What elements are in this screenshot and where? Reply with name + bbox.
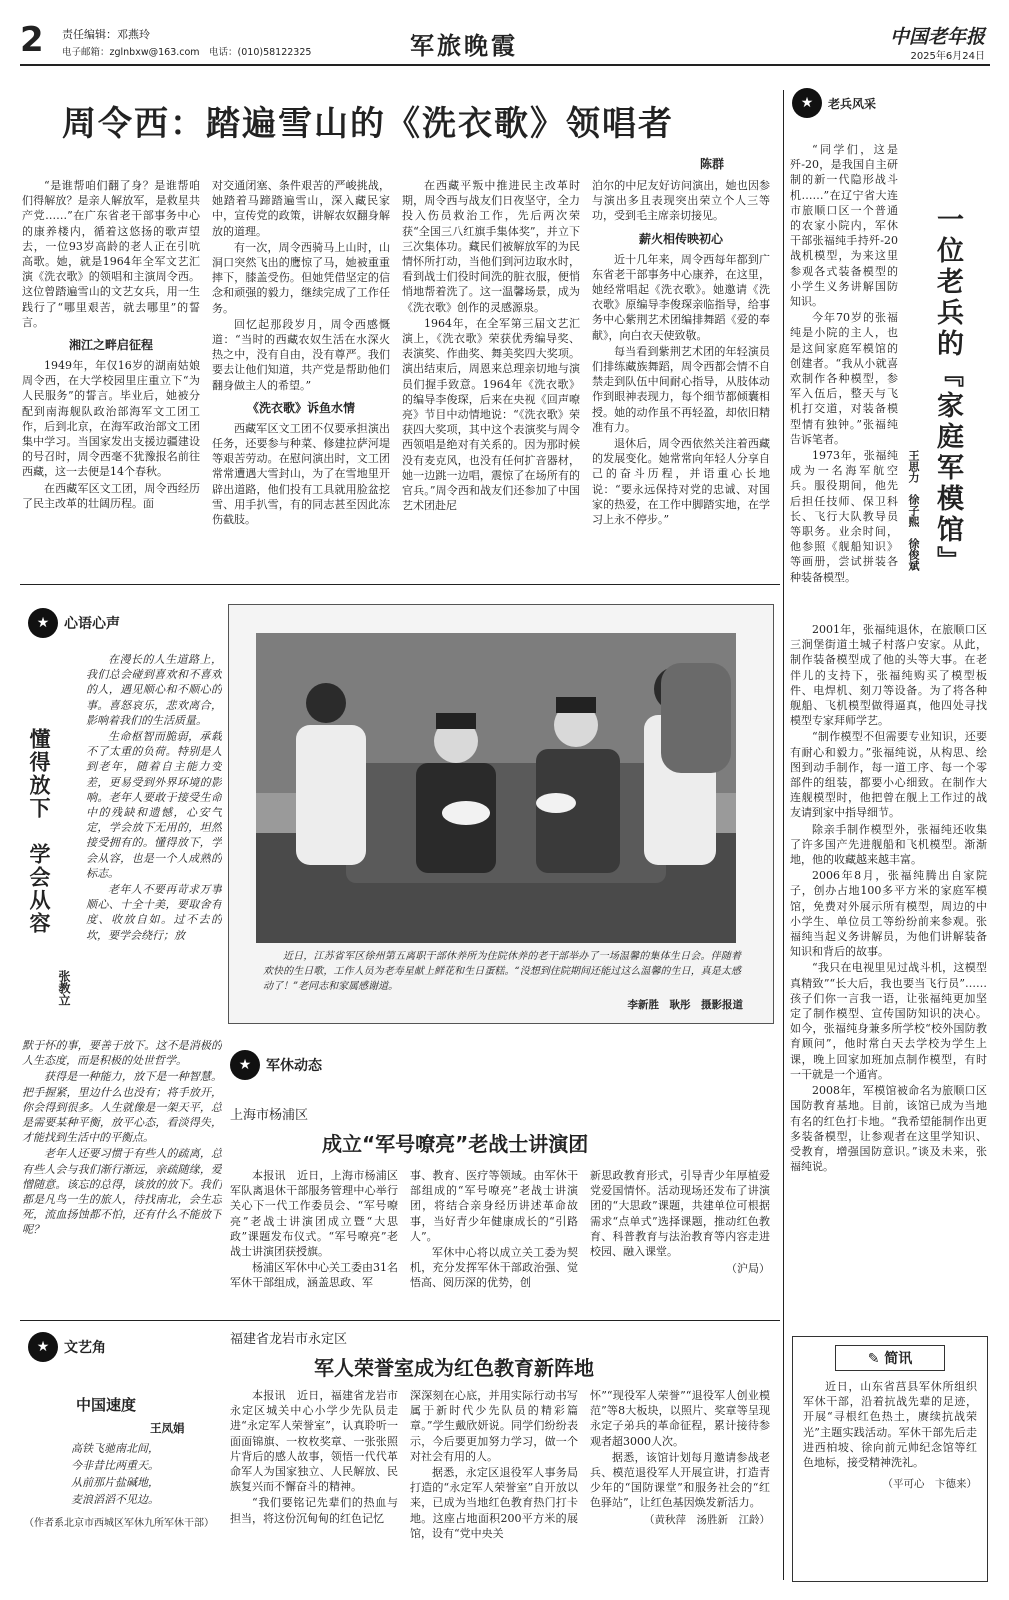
right-column-divider [783, 90, 784, 1580]
subheading: 湘江之畔启征程 [68, 338, 153, 353]
news1-headline: 成立“军号嘹亮”老战士讲演团 [322, 1132, 589, 1156]
poem-author: 王凤娟 [150, 1421, 185, 1435]
paragraph: 2001年，张福纯退休，在旅顺口区三涧堡街道土城子村落户安家。从此，制作装备模型成了他的头等大事。在老伴儿的支持下，张福纯购买了模型板件、电焊机、刻刀等设备。为了将各种舰船、飞机模型做得逼真，他四处寻找模型专家拜师学艺。 [790, 623, 987, 728]
photo-credit: 李新胜 耿彤 摄影报道 [627, 999, 743, 1011]
news2-kicker: 福建省龙岩市永定区 [230, 1332, 348, 1347]
contact-line: 电子邮箱：zglnbxw@163.com 电话：(010)58122325 [62, 47, 312, 58]
photo-caption: 近日，江苏省军区徐州第五离职干部休养所为住院休养的老干部举办了一场温馨的集体生日会。伴随着欢快的生日歌，工作人员为老寿星献上鲜花和生日蛋糕。“没想到住院期间还能过这么温馨的生日，真是太感动了！”老同志和家属感谢道。 [263, 951, 741, 992]
paragraph: 泊尔的中尼友好访问演出，她也因参与演出多且表现突出荣立个人三等功，受到毛主席亲切接见。 [592, 179, 770, 223]
veteran-text-wide [790, 622, 987, 1334]
paragraph: 有一次，周令西骑马上山时，山洞口突然飞出的鹰惊了马，她被重重摔下，膝盖受伤。但她凭借坚定的信念和顽强的毅力，继续完成了工作任务。 [212, 240, 390, 315]
paragraph: “我们要铭记先辈们的热血与担当，将这份沉甸甸的红色记忆 [230, 1496, 398, 1525]
veteran-article-title: 一位老兵的『家庭军模馆』 [932, 205, 963, 577]
news2-credit: （黄秋萍 汤胜新 江龄） [644, 1513, 770, 1526]
subheading: 薪火相传映初心 [638, 231, 723, 246]
paragraph: 怀”“现役军人荣誉”“退役军人创业模范”等8大板块，以照片、奖章等呈现永定子弟兵的革命征程，累计接待参观者超3000人次。 [590, 1389, 770, 1448]
heart-author: 张教立 [57, 970, 71, 1006]
paragraph: 据悉，永定区退役军人事务局打造的“永定军人荣誉室”自开放以来，已成为当地红色教育热门打卡地。这座占地面积200平方米的展馆，设有“党中央关 [410, 1466, 578, 1540]
poem-line: 麦浪滔滔不见边。 [71, 1493, 159, 1506]
paragraph: 事、教育、医疗等领域。由军休干部组成的“军号嘹亮”老战士讲演团，将结合亲身经历讲述革命故事，当好青少年健康成长的“引路人”。 [410, 1169, 578, 1243]
section-label-veteran [792, 88, 876, 118]
lead-column-3 [402, 178, 580, 574]
news1-column-1 [230, 1168, 398, 1308]
paragraph: 默于怀的事，要善于放下。这不是消极的人生态度，而是积极的处世哲学。 [22, 1039, 222, 1068]
veteran-article-authors: 王思力 徐子熙 徐俊斌 [907, 450, 920, 571]
page-number: 2 [20, 20, 44, 60]
paragraph: 杨浦区军休中心关工委由31名军休干部组成，涵盖思政、军 [230, 1261, 398, 1290]
lead-column-2 [212, 178, 390, 574]
masthead-logo: 中国老年报 [889, 26, 985, 48]
paragraph: 除亲手制作模型外，张福纯还收集了许多国产先进舰船和飞机模型。渐渐地，他的收藏越来越丰富。 [790, 822, 987, 867]
heart-text-bottom [22, 1038, 222, 1314]
photo-frame [228, 604, 774, 1024]
news1-column-3 [590, 1168, 770, 1308]
paragraph: 生命枢智而脆弱，承载不了太重的负荷。特别是人到老年，随着自主能力变差，更易受到外界环境的影响。老年人要敢于接受生命中的残缺和遗憾，心安气定，学会放下无用的，坦然接受拥有的。懂得放下，学会从容，也是一个人成熟的标志。 [86, 730, 222, 880]
header-rule [20, 64, 990, 66]
lead-bottom-rule [20, 584, 780, 585]
paragraph: 军休中心将以成立关工委为契机，充分发挥军休干部政治强、觉悟高、阅历深的优势，创 [410, 1246, 578, 1290]
paragraph: 1964年，在全军第三届文艺汇演上，《洗衣歌》荣获优秀编导奖、表演奖、作曲奖、舞美奖四大奖项。演出结束后，周恩来总理亲切地与演员们握手致意。1964年《洗衣歌》的编导李俊琛，后来在央视《回声嘹亮》节目中动情地说：“《洗衣歌》荣获四大奖项，其中这个表演奖与周令西领唱是绝对有关系的。因为那时候没有麦克风，也没有任何扩音器材，她一边跳一边唱，震惊了在场所有的官兵。”周令西和战友们还参加了中国艺术团赴尼 [402, 316, 580, 513]
paragraph: 据悉，该馆计划每月邀请参战老兵、模范退役军人开展宣讲，打造青少年的“国防课堂”和服务社会的“红色驿站”，让红色基因焕发新活力。 [590, 1450, 770, 1510]
news1-kicker: 上海市杨浦区 [230, 1108, 309, 1123]
soldier-icon: ★ [28, 1332, 58, 1362]
paragraph: 深深刻在心底，并用实际行动书写属于新时代少先队员的精彩篇章。”学生戴欣妍说。同学们纷纷表示，今后要更加努力学习，做一个对社会有用的人。 [410, 1389, 578, 1463]
editor-line: 责任编辑：邓燕玲 [62, 28, 150, 41]
paragraph: 1973年，张福纯成为一名海军航空兵。服役期间，他先后担任技师、保卫科长、飞行大队教导员等职务。业余时间，他参照《舰船知识》等画册，尝试拼装各种装备模型。 [790, 449, 898, 584]
news2-column-2 [410, 1388, 578, 1588]
section-label-news [230, 1050, 322, 1080]
section-label-heart [28, 608, 120, 638]
section-label-art [28, 1332, 106, 1362]
news1-credit: （沪局） [726, 1262, 770, 1276]
veteran-text-narrow [790, 142, 898, 620]
paragraph: 2008年，军模馆被命名为旅顺口区国防教育基地。目前，该馆已成为当地有名的红色打卡地。“我希望能制作出更多装备模型，让参观者在这里学知识、受教育，增强国防意识。”谈及未来，张福纯说。 [790, 1084, 987, 1174]
lead-column-1 [22, 178, 200, 574]
left-divider [20, 1320, 780, 1321]
news2-column-1 [230, 1388, 398, 1588]
section-label-text: 心语心声 [64, 616, 120, 632]
lead-headline: 周令西：踏遍雪山的《洗衣歌》领唱者 [62, 104, 674, 144]
paragraph: 新思政教育形式，引导青少年厚植爱党爱国情怀。活动现场还发布了讲演团的“大思政”课题，共建单位可根据需求“点单式”选择课题，推动红色教育、科普教育与法治教育等内容走进校园、融入课堂。 [590, 1169, 770, 1259]
paragraph: 老年人不要再苛求万事顺心、十全十美，要取舍有度、收放自如。过不去的坎，要学会绕行；放 [86, 883, 222, 942]
poem-body [40, 1440, 190, 1508]
birthday-party-photo [256, 633, 736, 943]
paragraph: 老年人还要习惯于有些人的疏离，总有些人会与我们渐行渐远，亲疏随缘，爱憎随意。该忘的总得，该放的放下。我们都是凡鸟一生的旅人，待找南北，会生忘死，流血扬蚀都不怕，还有什么不能放下呢？ [22, 1147, 222, 1237]
paragraph: “同学们，这是歼-20，是我国自主研制的新一代隐形战斗机……”在辽宁省大连市旅顺口区一个普通的农家小院内，军休干部张福纯手持歼-20战机模型，为来这里参观各式装备模型的小学生义务讲解国防知识。 [790, 143, 898, 309]
poem-line: 高铁飞驰南北间， [71, 1442, 159, 1455]
heart-text-top [86, 652, 222, 1040]
paragraph: 对交通闭塞、条件艰苦的严峻挑战，她踏着马蹄踏遍雪山，深入藏民家中，宣传党的政策，讲解农奴翻身解放的道理。 [212, 179, 390, 238]
poem-note: （作者系北京市西城区军休九所军休干部） [24, 1518, 214, 1529]
paragraph: 在西藏军区文工团，周令西经历了民主改革的壮阔历程。面 [22, 481, 200, 510]
brief-author: （平可心 卞德来） [882, 1478, 977, 1491]
lead-column-4 [592, 178, 770, 574]
paragraph: 回忆起那段岁月，周令西感慨道：“当时的西藏农奴生活在水深火热之中，没有自由，没有尊严。我们要去让他们知道，共产党是帮助他们翻身做主人的希望。” [212, 317, 390, 392]
heart-title: 懂得放下 学会从容 [27, 728, 51, 935]
poem-line: 从前那片盐碱地， [71, 1476, 159, 1489]
soldier-icon: ★ [792, 88, 822, 118]
paragraph: “我只在电视里见过战斗机，这模型真精致”“长大后，我也要当飞行员”……孩子们你一言我一语，让张福纯更加坚定了制作模型、宣传国防知识的决心。如今，张福纯身兼多所学校“校外国防教育顾问”，他时常白天去学校为学生上课，晚上回家加班加点制作模型，有时一干就是一个通宵。 [790, 961, 987, 1081]
paragraph: 近十几年来，周令西每年都到广东省老干部事务中心康养，在这里，她经常唱起《洗衣歌》。她邀请《洗衣歌》原编导李俊琛亲临指导，给事务中心紫荆艺术团编排舞蹈《爱的奉献》，向白衣天使致敬。 [592, 252, 770, 342]
brief-title [835, 1345, 945, 1371]
paragraph: 西藏军区文工团不仅要承担演出任务，还要参与种菜、修建拉萨河堤等艰苦劳动。在慰问演出时，文工团常常遭遇大雪封山，为了在雪地里开辟出道路，他们投有工具就用脸盆挖雪、用手扒雪，有的同志甚至因此冻伤截肢。 [212, 421, 390, 527]
scroll-icon: ✎ [867, 1351, 885, 1367]
poem-line: 今非昔比两重天。 [71, 1459, 159, 1472]
paragraph: 本报讯 近日，福建省龙岩市永定区城关中心小学少先队员走进“永定军人荣誉室”，认真聆听一面面锦旗、一枚枚奖章、一张张照片背后的感人故事，领悟一代代革命军人为国家独立、人民解放、民族复兴而不懈奋斗的精神。 [230, 1389, 398, 1494]
news2-headline: 军人荣誉室成为红色教育新阵地 [314, 1356, 594, 1380]
section-title: 军旅晚霞 [410, 32, 518, 60]
issue-date: 2025年6月24日 [910, 51, 985, 62]
lead-author: 陈群 [700, 157, 725, 171]
paragraph: “是谁帮咱们翻了身？是谁帮咱们得解放？是亲人解放军，是救星共产党……”在广东省老干部事务中心的康养楼内，循着这悠扬的歌声望去，一位93岁高龄的老人正在引吭高歌。她，就是1964年全军文艺汇演《洗衣歌》的领唱和主演周令西。这位曾踏遍雪山的文艺女兵，用一生践行了“哪里艰苦，就去哪里”的誓言。 [22, 179, 200, 329]
paragraph: 退休后，周令西依然关注着西藏的发展变化。她常常向年轻人分享自己的奋斗历程，并语重心长地说：“要永远保持对党的忠诚、对国家的热爱，在工作中脚踏实地，在学习上永不停步。” [592, 437, 770, 527]
paragraph: 今年70岁的张福纯是小院的主人，也是这间家庭军模馆的创建者。“我从小就喜欢制作各种模型，参军入伍后，整天与飞机打交道，对装备模型情有独钟。”张福纯告诉笔者。 [790, 311, 898, 446]
paragraph: 1949年，年仅16岁的湖南姑娘周令西，在大学校园里庄重立下“为人民服务”的誓言。毕业后，她被分配到南海舰队政治部海军文工团工作，后到北京，在海军政治部文工团集中学习。当国家发出支援边疆建设的号召时，周令西毫不犹豫报名前往西藏，这一去便是14个春秋。 [22, 359, 200, 479]
section-label-text: 老兵风采 [828, 96, 877, 111]
section-label-text: 军休动态 [266, 1058, 322, 1074]
soldier-icon: ★ [28, 608, 58, 638]
news1-column-2 [410, 1168, 578, 1308]
paragraph: 2006年8月，张福纯腾出自家院子，创办占地100多平方米的家庭军模馆，免费对外展示所有模型，周边的中小学生、单位员工等纷纷前来参观。张福纯当起义务讲解员，为他们讲解装备知识和背后的故事。 [790, 869, 987, 959]
brief-title-text: 简讯 [884, 1351, 913, 1367]
soldier-icon: ★ [230, 1050, 260, 1080]
paragraph: 在西藏平叛中推进民主改革时期，周令西与战友们日夜坚守，全力投入伤员救治工作，先后两次荣获“全国三八红旗手集体奖”，并立下三次集体功。藏民们被解放军的为民情怀所打动，当他们到河边取水时，看到战士们役时间洗的脏衣服，便悄悄地帮着洗了。这一温馨场景，成为《洗衣歌》创作的灵感源泉。 [402, 179, 580, 314]
paragraph: “制作模型不但需要专业知识，还要有耐心和毅力。”张福纯说，从构思、绘图到动手制作，每一道工序、每一个零部件的组装，都要小心细致。在制作大连舰模型时，他把曾在舰上工作过的战友请到家中指导细节。 [790, 730, 987, 820]
news2-column-3 [590, 1388, 770, 1588]
subheading: 《洗衣歌》诉鱼水情 [246, 400, 355, 415]
paragraph: 每当看到紫荆艺术团的年轻演员们排练藏族舞蹈，周令西都会情不自禁走到队伍中间耐心指导，从肢体动作到眼神表现力，每个细节都倾囊相授。她的动作虽不再轻盈，却依旧精准有力。 [592, 344, 770, 434]
brief-box [792, 1336, 988, 1582]
paragraph: 在漫长的人生道路上，我们总会碰到喜欢和不喜欢的人，遇见顺心和不顺心的事。喜怒哀乐，悲欢离合，影响着我们的生活质量。 [86, 653, 222, 727]
brief-text: 近日，山东省莒县军休所组织军休干部，沿着抗战先辈的足迹，开展“寻根红色热土，赓续抗战荣光”主题实践活动。军休干部先后走进西柏坡、徐向前元帅纪念馆等红色地标，接受精神洗礼。 [803, 1380, 977, 1470]
poem-title: 中国速度 [76, 1396, 137, 1414]
paragraph: 本报讯 近日，上海市杨浦区军队离退休干部服务管理中心举行关心下一代工作委员会、“军号嘹亮”老战士讲演团成立暨“大思政”课题发布仪式。“军号嘹亮”老战士讲演团获授旗。 [230, 1169, 398, 1259]
section-label-text: 文艺角 [64, 1340, 106, 1356]
paragraph: 获得是一种能力，放下是一种智慧。把手握紧，里边什么也没有；将手放开，你会得到很多。人生就像是一架天平，总是需要某种平衡，放平心态，看淡得失，才能找到生活中的平衡点。 [22, 1070, 222, 1145]
